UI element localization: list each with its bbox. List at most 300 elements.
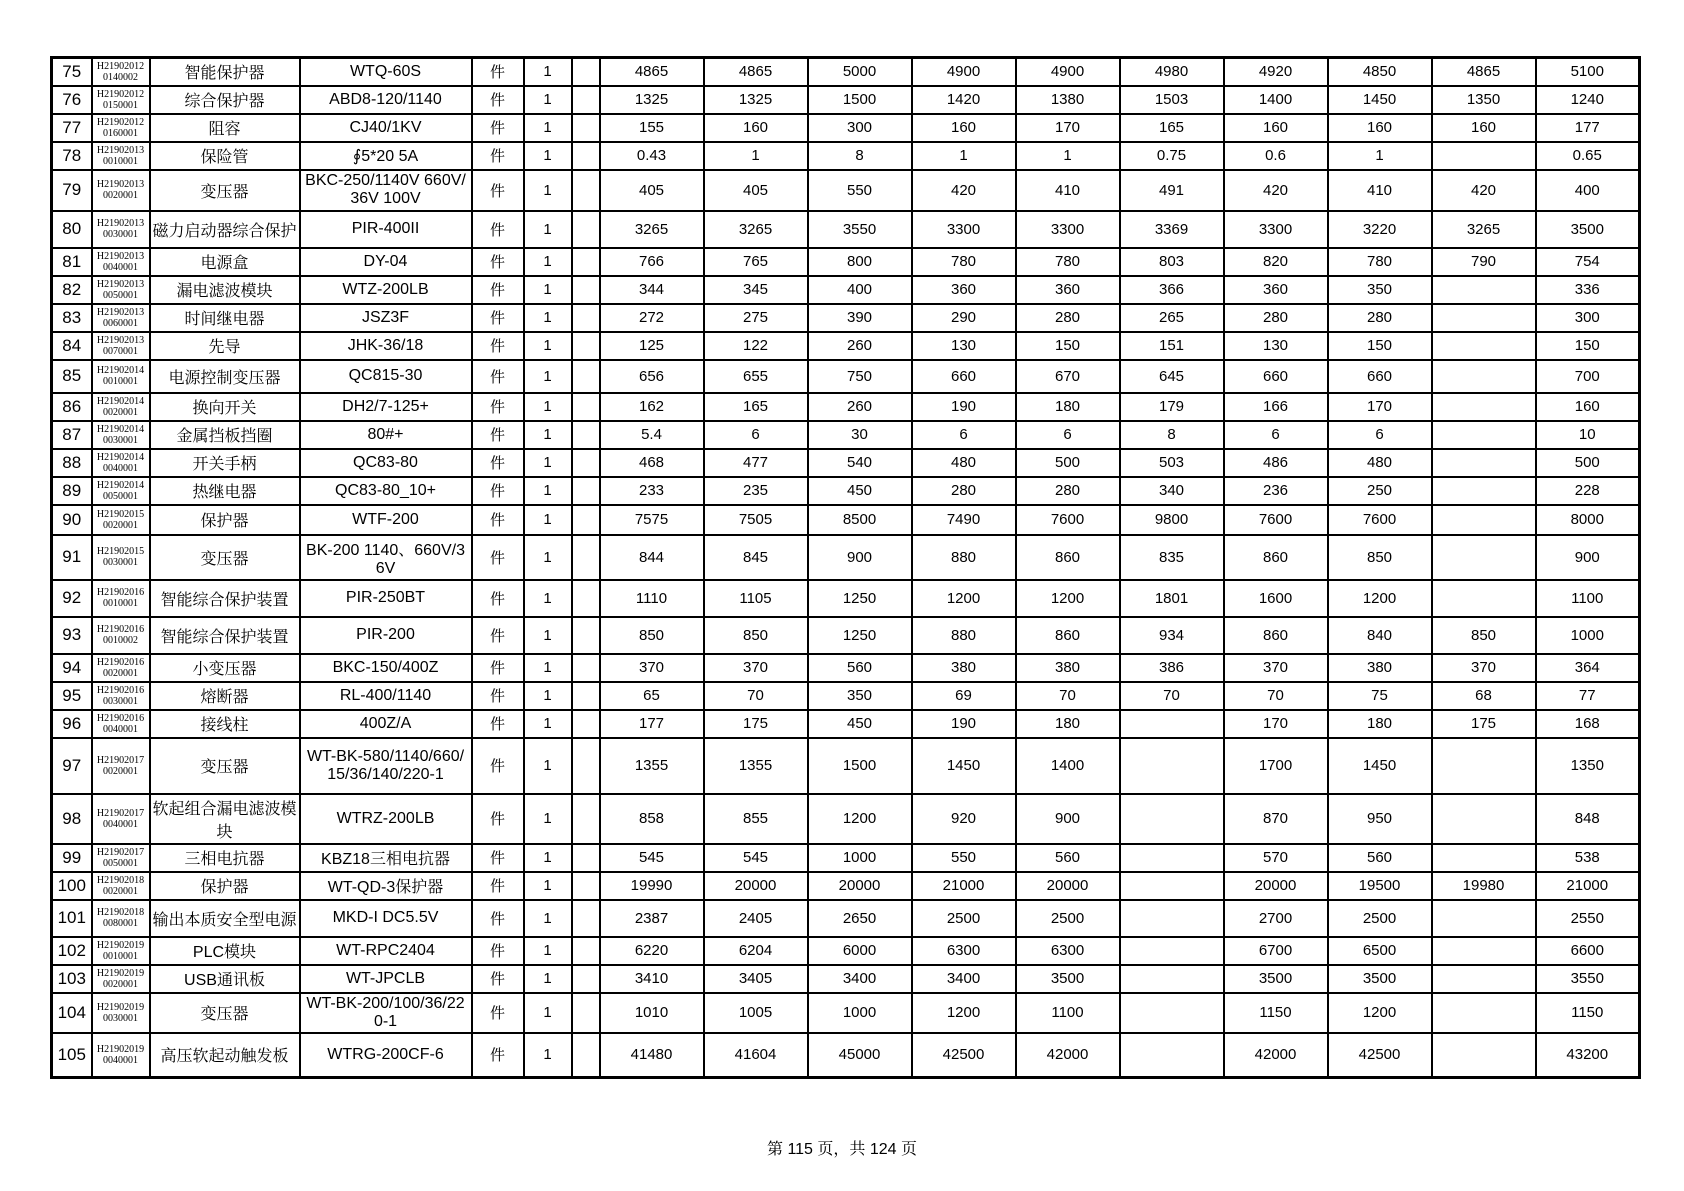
blank-cell (572, 421, 600, 449)
item-qty: 1 (524, 360, 572, 393)
item-code-line1: H21902013 (96, 250, 145, 262)
item-code-line2: 0030001 (103, 557, 138, 568)
price-cell: 300 (1536, 304, 1640, 332)
price-cell: 6220 (600, 937, 704, 965)
item-code-line2: 0020001 (103, 978, 138, 990)
blank-cell (572, 332, 600, 360)
table-row (52, 276, 1640, 304)
item-code-line1: H21902016 (96, 684, 145, 696)
item-model: DY-04 (300, 248, 472, 276)
price-cell: 405 (704, 170, 808, 211)
table-row (52, 449, 1640, 477)
price-cell: 3550 (808, 211, 912, 248)
price-cell: 570 (1224, 844, 1328, 872)
table-row (52, 211, 1640, 248)
price-cell: 2500 (1328, 900, 1432, 937)
price-cell: 260 (808, 332, 912, 360)
price-cell (1432, 580, 1536, 617)
item-model: MKD-I DC5.5V (300, 900, 472, 937)
item-code-line2: 0040001 (103, 1054, 138, 1066)
item-code-line2: 0010001 (103, 155, 138, 167)
item-code-line2: 0020001 (103, 519, 138, 531)
item-code-line1: H21902013 (96, 334, 145, 346)
price-cell: 130 (1224, 332, 1328, 360)
item-unit: 件 (472, 360, 524, 393)
price-cell: 1000 (808, 993, 912, 1033)
item-code (92, 304, 150, 332)
row-number: 104 (52, 993, 92, 1033)
price-cell: 850 (704, 617, 808, 654)
item-code-line1: H21902012 (96, 88, 145, 100)
blank-cell (572, 114, 600, 142)
item-code (92, 332, 150, 360)
item-qty: 1 (524, 211, 572, 248)
item-qty: 1 (524, 654, 572, 682)
item-code (92, 393, 150, 421)
item-code-line2: 0050001 (103, 289, 138, 301)
price-cell: 1200 (1016, 580, 1120, 617)
price-cell: 3410 (600, 965, 704, 993)
item-code (92, 993, 150, 1033)
blank-cell (572, 937, 600, 965)
table-row (52, 844, 1640, 872)
price-cell: 1105 (704, 580, 808, 617)
price-cell: 19500 (1328, 872, 1432, 900)
item-qty: 1 (524, 332, 572, 360)
row-number: 75 (52, 58, 92, 86)
item-code-line1: H21902019 (96, 939, 145, 951)
price-cell: 860 (1016, 617, 1120, 654)
item-name: 时间继电器 (150, 304, 300, 332)
item-code-line2: 0040001 (103, 723, 138, 735)
price-cell: 3265 (600, 211, 704, 248)
price-cell: 420 (1224, 170, 1328, 211)
price-cell (1432, 304, 1536, 332)
price-cell: 360 (912, 276, 1016, 304)
price-cell: 272 (600, 304, 704, 332)
item-name: 先导 (150, 332, 300, 360)
price-cell (1432, 965, 1536, 993)
item-code (92, 58, 150, 86)
price-cell: 880 (912, 535, 1016, 580)
blank-cell (572, 965, 600, 993)
price-cell: 3500 (1224, 965, 1328, 993)
price-cell: 920 (912, 794, 1016, 844)
item-qty: 1 (524, 304, 572, 332)
item-qty: 1 (524, 682, 572, 710)
item-model: QC83-80 (300, 449, 472, 477)
price-cell: 4865 (1432, 58, 1536, 86)
blank-cell (572, 58, 600, 86)
item-qty: 1 (524, 114, 572, 142)
item-unit: 件 (472, 654, 524, 682)
price-cell: 3400 (808, 965, 912, 993)
item-code-line1: H21902013 (96, 306, 145, 318)
item-code-line1: H21902012 (96, 60, 145, 72)
price-cell: 6300 (912, 937, 1016, 965)
price-cell: 6 (912, 421, 1016, 449)
item-unit: 件 (472, 505, 524, 535)
row-number: 83 (52, 304, 92, 332)
price-cell: 3300 (912, 211, 1016, 248)
price-cell: 1150 (1536, 993, 1640, 1033)
price-cell: 4900 (1016, 58, 1120, 86)
price-cell: 450 (808, 710, 912, 738)
table-row (52, 993, 1640, 1033)
price-cell: 170 (1328, 393, 1432, 421)
blank-cell (572, 304, 600, 332)
table-row (52, 332, 1640, 360)
item-code (92, 1033, 150, 1078)
item-code-line2: 0010001 (103, 950, 138, 962)
price-cell: 0.6 (1224, 142, 1328, 170)
item-code-line1: H21902014 (96, 365, 145, 376)
price-cell: 70 (1120, 682, 1224, 710)
table-row (52, 505, 1640, 535)
price-cell: 69 (912, 682, 1016, 710)
price-cell: 260 (808, 393, 912, 421)
price-cell: 160 (1432, 114, 1536, 142)
row-number: 99 (52, 844, 92, 872)
price-cell: 765 (704, 248, 808, 276)
row-number: 92 (52, 580, 92, 617)
price-cell: 410 (1328, 170, 1432, 211)
item-name: USB通讯板 (150, 965, 300, 993)
price-cell: 1450 (1328, 86, 1432, 114)
price-cell: 70 (1224, 682, 1328, 710)
price-cell: 4920 (1224, 58, 1328, 86)
item-model: 80#+ (300, 421, 472, 449)
item-name: 软起组合漏电滤波模块 (150, 794, 300, 844)
row-number: 81 (52, 248, 92, 276)
price-cell (1120, 965, 1224, 993)
price-cell: 2650 (808, 900, 912, 937)
price-cell (1432, 535, 1536, 580)
price-cell: 19990 (600, 872, 704, 900)
price-cell: 6 (1224, 421, 1328, 449)
price-cell: 168 (1536, 710, 1640, 738)
price-cell: 844 (600, 535, 704, 580)
price-cell (1432, 421, 1536, 449)
price-cell: 366 (1120, 276, 1224, 304)
price-cell: 766 (600, 248, 704, 276)
item-name: 熔断器 (150, 682, 300, 710)
row-number: 94 (52, 654, 92, 682)
price-cell: 1110 (600, 580, 704, 617)
price-cell: 660 (1224, 360, 1328, 393)
table-row (52, 965, 1640, 993)
item-code (92, 142, 150, 170)
row-number: 103 (52, 965, 92, 993)
price-cell: 235 (704, 477, 808, 505)
item-code (92, 794, 150, 844)
item-code-line2: 0080001 (103, 918, 138, 929)
price-cell: 180 (1016, 393, 1120, 421)
item-code-line2: 0010001 (103, 376, 138, 387)
price-cell: 8 (808, 142, 912, 170)
item-qty: 1 (524, 505, 572, 535)
price-cell: 1500 (808, 86, 912, 114)
price-cell: 180 (1016, 710, 1120, 738)
table-row (52, 1033, 1640, 1078)
item-qty: 1 (524, 170, 572, 211)
item-unit: 件 (472, 900, 524, 937)
item-code-line2: 0020001 (103, 885, 138, 897)
price-cell: 3220 (1328, 211, 1432, 248)
price-cell: 6 (704, 421, 808, 449)
price-cell: 656 (600, 360, 704, 393)
price-cell (1432, 844, 1536, 872)
price-cell: 5100 (1536, 58, 1640, 86)
price-cell: 1 (704, 142, 808, 170)
price-cell: 150 (1016, 332, 1120, 360)
item-qty: 1 (524, 844, 572, 872)
item-qty: 1 (524, 993, 572, 1033)
price-cell: 1355 (600, 738, 704, 794)
item-code (92, 580, 150, 617)
item-unit: 件 (472, 1033, 524, 1078)
item-model: WT-RPC2404 (300, 937, 472, 965)
item-code-line2: 0060001 (103, 317, 138, 329)
blank-cell (572, 449, 600, 477)
price-cell: 545 (600, 844, 704, 872)
item-name: 电源盒 (150, 248, 300, 276)
blank-cell (572, 900, 600, 937)
row-number: 90 (52, 505, 92, 535)
item-code-line2: 0020001 (103, 765, 138, 777)
row-number: 88 (52, 449, 92, 477)
item-unit: 件 (472, 965, 524, 993)
item-name: 漏电滤波模块 (150, 276, 300, 304)
price-cell: 500 (1536, 449, 1640, 477)
price-cell: 280 (912, 477, 1016, 505)
item-code-line2: 0070001 (103, 345, 138, 357)
table-row (52, 86, 1640, 114)
price-cell: 1400 (1016, 738, 1120, 794)
item-name: 保险管 (150, 142, 300, 170)
item-qty: 1 (524, 276, 572, 304)
price-cell: 3550 (1536, 965, 1640, 993)
item-code-line2: 0010001 (103, 598, 138, 609)
item-model: PIR-400II (300, 211, 472, 248)
table-row (52, 421, 1640, 449)
price-cell: 468 (600, 449, 704, 477)
price-cell: 8 (1120, 421, 1224, 449)
price-cell (1432, 449, 1536, 477)
price-cell: 41480 (600, 1033, 704, 1078)
blank-cell (572, 844, 600, 872)
row-number: 102 (52, 937, 92, 965)
item-model: WT-JPCLB (300, 965, 472, 993)
blank-cell (572, 682, 600, 710)
table-row (52, 360, 1640, 393)
item-model: WTRZ-200LB (300, 794, 472, 844)
item-unit: 件 (472, 304, 524, 332)
price-cell: 1503 (1120, 86, 1224, 114)
price-cell: 380 (1016, 654, 1120, 682)
row-number: 100 (52, 872, 92, 900)
price-cell: 1600 (1224, 580, 1328, 617)
blank-cell (572, 505, 600, 535)
item-model: DH2/7-125+ (300, 393, 472, 421)
price-cell: 480 (1328, 449, 1432, 477)
price-cell (1120, 937, 1224, 965)
price-cell (1432, 1033, 1536, 1078)
price-cell: 77 (1536, 682, 1640, 710)
price-cell: 175 (1432, 710, 1536, 738)
item-code (92, 114, 150, 142)
item-qty: 1 (524, 58, 572, 86)
price-cell (1120, 872, 1224, 900)
price-cell: 162 (600, 393, 704, 421)
price-cell: 70 (1016, 682, 1120, 710)
price-cell: 4865 (600, 58, 704, 86)
price-cell: 1200 (1328, 580, 1432, 617)
item-model: 400Z/A (300, 710, 472, 738)
price-cell: 4980 (1120, 58, 1224, 86)
item-model: WT-QD-3保护器 (300, 872, 472, 900)
item-code-line1: H21902017 (96, 754, 145, 766)
price-cell: 900 (1536, 535, 1640, 580)
price-cell: 160 (704, 114, 808, 142)
price-cell: 1325 (704, 86, 808, 114)
item-code (92, 900, 150, 937)
price-cell: 1450 (1328, 738, 1432, 794)
price-cell: 0.75 (1120, 142, 1224, 170)
blank-cell (572, 142, 600, 170)
price-cell: 6 (1328, 421, 1432, 449)
price-cell: 820 (1224, 248, 1328, 276)
price-cell: 30 (808, 421, 912, 449)
item-unit: 件 (472, 276, 524, 304)
price-cell (1432, 900, 1536, 937)
item-qty: 1 (524, 142, 572, 170)
item-code (92, 844, 150, 872)
item-model: JSZ3F (300, 304, 472, 332)
price-cell: 860 (1224, 535, 1328, 580)
price-cell: 179 (1120, 393, 1224, 421)
price-cell: 803 (1120, 248, 1224, 276)
price-cell: 3265 (1432, 211, 1536, 248)
price-cell: 180 (1328, 710, 1432, 738)
item-code-line1: H21902018 (96, 907, 145, 918)
price-cell: 450 (808, 477, 912, 505)
price-cell: 660 (912, 360, 1016, 393)
price-cell: 165 (704, 393, 808, 421)
price-cell: 190 (912, 393, 1016, 421)
price-cell (1432, 332, 1536, 360)
price-cell: 3300 (1224, 211, 1328, 248)
price-cell: 5.4 (600, 421, 704, 449)
table-row (52, 393, 1640, 421)
item-name: 保护器 (150, 505, 300, 535)
table-row (52, 170, 1640, 211)
item-code (92, 170, 150, 211)
item-code-line2: 0030001 (103, 229, 138, 240)
price-cell: 560 (808, 654, 912, 682)
item-code (92, 421, 150, 449)
price-cell: 750 (808, 360, 912, 393)
price-cell: 5000 (808, 58, 912, 86)
price-cell (1432, 142, 1536, 170)
item-code (92, 937, 150, 965)
item-model: BK-200 1140、660V/36V (300, 535, 472, 580)
row-number: 78 (52, 142, 92, 170)
blank-cell (572, 794, 600, 844)
item-name: 小变压器 (150, 654, 300, 682)
price-cell: 1400 (1224, 86, 1328, 114)
price-cell (1120, 710, 1224, 738)
price-cell: 380 (912, 654, 1016, 682)
item-code-line1: H21902014 (96, 423, 145, 435)
item-code-line1: H21902012 (96, 116, 145, 128)
price-cell (1432, 276, 1536, 304)
price-cell: 125 (600, 332, 704, 360)
price-cell: 166 (1224, 393, 1328, 421)
price-cell: 754 (1536, 248, 1640, 276)
price-cell: 1700 (1224, 738, 1328, 794)
price-cell: 0.65 (1536, 142, 1640, 170)
item-qty: 1 (524, 937, 572, 965)
item-code-line1: H21902013 (96, 144, 145, 156)
item-code-line1: H21902013 (96, 218, 145, 229)
price-cell: 150 (1328, 332, 1432, 360)
price-cell: 250 (1328, 477, 1432, 505)
blank-cell (572, 86, 600, 114)
item-code-line2: 0150001 (103, 99, 138, 111)
price-cell: 1 (1016, 142, 1120, 170)
item-name: 智能综合保护装置 (150, 617, 300, 654)
price-cell: 500 (1016, 449, 1120, 477)
item-code-line2: 0030001 (103, 695, 138, 707)
price-cell: 780 (1328, 248, 1432, 276)
price-cell: 1420 (912, 86, 1016, 114)
item-model: RL-400/1140 (300, 682, 472, 710)
item-qty: 1 (524, 794, 572, 844)
price-cell: 1200 (912, 580, 1016, 617)
price-cell: 280 (1016, 477, 1120, 505)
table-row (52, 142, 1640, 170)
item-name: 输出本质安全型电源 (150, 900, 300, 937)
item-code (92, 654, 150, 682)
item-code-line2: 0040001 (103, 261, 138, 273)
price-cell: 177 (1536, 114, 1640, 142)
price-cell: 560 (1328, 844, 1432, 872)
price-cell: 3500 (1016, 965, 1120, 993)
price-cell: 840 (1328, 617, 1432, 654)
price-cell: 340 (1120, 477, 1224, 505)
item-code-line2: 0020001 (103, 667, 138, 679)
item-model: PIR-200 (300, 617, 472, 654)
item-model: WTQ-60S (300, 58, 472, 86)
price-cell: 477 (704, 449, 808, 477)
item-unit: 件 (472, 844, 524, 872)
item-code (92, 360, 150, 393)
item-code-line1: H21902019 (96, 1001, 145, 1013)
item-name: 阻容 (150, 114, 300, 142)
price-cell: 175 (704, 710, 808, 738)
price-cell: 275 (704, 304, 808, 332)
price-cell: 7600 (1224, 505, 1328, 535)
price-cell: 1150 (1224, 993, 1328, 1033)
price-cell (1432, 505, 1536, 535)
price-cell: 45000 (808, 1033, 912, 1078)
price-cell: 360 (1016, 276, 1120, 304)
price-cell: 20000 (704, 872, 808, 900)
blank-cell (572, 211, 600, 248)
price-cell: 2405 (704, 900, 808, 937)
item-code-line1: H21902015 (96, 546, 145, 557)
